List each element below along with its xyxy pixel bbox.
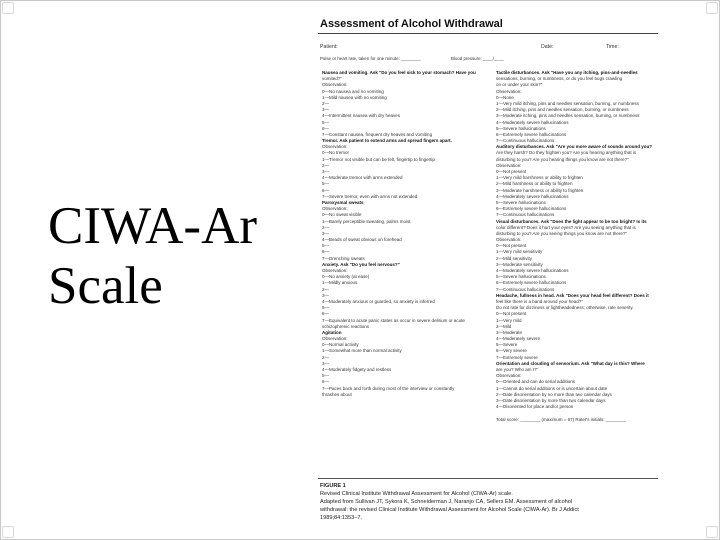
form-line: 1—Very mild xyxy=(496,317,522,323)
form-line: 3—Moderate xyxy=(496,329,523,335)
form-line: Total score: ________ (maximum = 67) Rater's initials: ________ xyxy=(496,416,626,422)
form-line: 0—None xyxy=(496,94,514,100)
form-line: 6— xyxy=(322,379,330,385)
form-line: 5—Severe hallucinations xyxy=(496,274,546,280)
form-line: 7—Continuous hallucinations xyxy=(496,138,555,144)
form-line: thrashes about xyxy=(322,391,352,397)
form-line: Observation: xyxy=(322,206,348,212)
form-line: 1—Somewhat more than normal activity xyxy=(322,348,402,354)
form-line: 6— xyxy=(322,311,330,317)
form-line: 0—Not present xyxy=(496,169,527,174)
form-line: 6— xyxy=(322,125,330,131)
form-line: 7—Equivalent to acute panic states as occur in severe delirium or acute xyxy=(322,317,465,323)
form-title: Assessment of Alcohol Withdrawal xyxy=(320,18,503,30)
form-line: 0—No nausea and no vomiting xyxy=(322,88,384,94)
form-line: 6—Extremely severe hallucinations xyxy=(496,280,567,286)
form-line: 2—Mild harshness or ability to frighten xyxy=(496,181,573,187)
form-line: 5— xyxy=(322,119,330,125)
patient-label: Patient: xyxy=(320,44,338,50)
form-line: 3—Moderate sensitivity xyxy=(496,261,543,267)
section-heading: Visual disturbances. Ask "Does the light appear to be too bright? Is its xyxy=(496,218,647,224)
form-line: 7—Continuous hallucinations xyxy=(496,212,555,218)
form-line: 0—Normal activity xyxy=(322,342,359,348)
form-line: 5—Severe hallucinations xyxy=(496,125,546,131)
form-line: 6— xyxy=(322,249,330,255)
form-line: 3— xyxy=(322,292,330,298)
section-heading: Headache, fullness in head. Ask "Does your head feel different? Does it xyxy=(496,292,649,298)
form-line: color different? Does it hurt your eyes? Are you seeing anything that is xyxy=(496,224,636,230)
form-line: 3— xyxy=(322,169,330,174)
form-line: 7—Extremely severe xyxy=(496,354,538,360)
form-line: 7—Paces back and forth during most of the interview or constantly xyxy=(322,385,455,391)
form-line: 7—Continuous hallucinations xyxy=(496,286,555,292)
form-line: 4—Moderately fidgety and restless xyxy=(322,367,392,372)
form-line: 4—Disoriented for place and/or person xyxy=(496,404,574,410)
form-line: 1—Very mild sensitivity xyxy=(496,249,543,255)
form-line: 2— xyxy=(322,286,330,292)
form-line: 6—Extremely severe hallucinations xyxy=(496,206,567,212)
form-line: disturbing to you? Are you seeing things you know are not there?" xyxy=(496,230,627,236)
form-line: Do not rate for dizziness or lightheadedness; otherwise, rate severity. xyxy=(496,305,634,311)
section-heading: Tremor. Ask patient to extend arms and spread fingers apart. xyxy=(322,138,452,144)
figure-caption xyxy=(320,482,660,522)
slide-corner-handle xyxy=(706,526,718,538)
caption-line: Revised Clinical Institute Withdrawal Assessment for Alcohol (CIWA-Ar) scale. xyxy=(320,491,513,497)
form-line: 7—Severe tremor, even with arms not extended xyxy=(322,193,418,199)
slide-title-line-2: Scale xyxy=(48,257,163,315)
form-line: 1—Tremor not visible but can be felt, fingertip to fingertip xyxy=(322,156,435,162)
form-line: 0—No anxiety (at ease) xyxy=(322,274,370,280)
form-line: 2— xyxy=(322,224,330,230)
caption-line: withdrawal: the revised Clinical Institute Withdrawal Assessment for Alcohol Scale (CIWA-Ar). Br J Addict xyxy=(320,507,579,513)
section-heading: Paroxysmal sweats xyxy=(322,199,364,205)
form-line: 3— xyxy=(322,230,330,236)
form-line: Observation: xyxy=(322,144,348,150)
caption-line: Adapted from Sullivan JT, Sykora K, Schneiderman J, Naranjo CA, Sellers EM. Assessment of alcohol xyxy=(320,499,573,505)
form-line: vomited?" xyxy=(322,76,342,82)
slide-title xyxy=(48,196,288,316)
form-line: 2—Date disorientation by no more than two calendar days xyxy=(496,391,612,397)
form-line: are you? Who am I?" xyxy=(496,367,539,372)
form-line: 2—Mild xyxy=(496,323,512,329)
form-line: Observation: xyxy=(496,88,522,94)
form-line: 5—Severe hallucinations xyxy=(496,199,546,205)
form-line: Observation: xyxy=(496,237,522,243)
form-line: 4—Moderately severe xyxy=(496,336,541,342)
form-line: Observation: xyxy=(496,373,522,379)
form-line: 0—Not present xyxy=(496,311,527,317)
form-line: 5— xyxy=(322,243,330,249)
form-line: 3—Date disorientation by more than two calendar days xyxy=(496,397,606,403)
form-line: Are they harsh? Do they frighten you? Are you hearing anything that is xyxy=(496,150,637,156)
form-line: 6—Extremely severe hallucinations xyxy=(496,131,567,137)
form-line: 1—Mild nausea with no vomiting xyxy=(322,94,387,100)
section-heading: Anxiety. Ask "Do you feel nervous?" xyxy=(322,261,400,267)
form-line: 1—Barely perceptible sweating, palms moist xyxy=(322,218,411,224)
section-heading: Nausea and vomiting. Ask "Do you feel sick to your stomach? Have you xyxy=(322,70,476,75)
left-column xyxy=(322,70,490,398)
form-line: 4—Moderately severe hallucinations xyxy=(496,119,569,125)
form-line: 4—Moderately severe hallucinations xyxy=(496,268,569,273)
form-line: 1—Very mild itching, pins and needles sensation, burning, or numbness xyxy=(496,100,639,106)
ciwa-form-image xyxy=(308,12,666,528)
form-line: 2—Mild sensitivity xyxy=(496,255,533,261)
title-rule xyxy=(318,33,658,34)
form-line: 2— xyxy=(322,354,330,360)
section-heading: Agitation xyxy=(322,329,342,335)
form-line: 5— xyxy=(322,181,330,187)
form-line: 4—Moderate tremor with arms extended xyxy=(322,175,403,181)
slide-corner-handle xyxy=(2,2,14,14)
slide-corner-handle xyxy=(2,526,14,538)
section-heading: Tactile disturbances. Ask "Have you any itching, pins-and-needles xyxy=(496,70,638,75)
form-line: Observation: xyxy=(496,162,522,168)
form-line: 4—Intermittent nausea with dry heaves xyxy=(322,113,401,119)
form-line: 1—Very mild harshness or ability to frighten xyxy=(496,175,583,181)
form-line: 2— xyxy=(322,162,330,168)
form-line: 2—Mild itching, pins and needles sensation, burning, or numbness xyxy=(496,107,629,113)
time-label: Time: xyxy=(606,44,619,50)
right-column xyxy=(496,70,664,423)
form-line: 3— xyxy=(322,360,330,366)
form-line: 2— xyxy=(322,100,330,106)
figure-label: FIGURE 1 xyxy=(320,483,346,489)
bottom-rule xyxy=(318,478,658,479)
form-line: 7—Constant nausea, frequent dry heaves and vomiting xyxy=(322,131,433,137)
form-line: 5— xyxy=(322,373,330,379)
slide-title-line-1: CIWA-Ar xyxy=(48,197,257,255)
form-line: 5—Severe xyxy=(496,342,518,348)
form-line: 6—Very severe xyxy=(496,348,527,354)
form-line: 7—Drenching sweats xyxy=(322,255,365,261)
form-line: 1—Cannot do serial additions or is uncertain about date xyxy=(496,385,608,391)
blood-pressure-label: Blood pressure: ____/____ xyxy=(451,56,504,61)
form-line: 3— xyxy=(322,107,330,113)
slide-corner-handle xyxy=(706,2,718,14)
form-line: feel like there is a band around your head?" xyxy=(496,298,583,304)
form-line: 0—Oriented and can do serial additions xyxy=(496,379,576,385)
form-line: Observation: xyxy=(322,336,348,342)
form-line: 0—Not present xyxy=(496,243,527,249)
date-label: Date: xyxy=(541,44,554,50)
form-line: 3—Moderate harshness or ability to frighten xyxy=(496,187,584,193)
form-line: 5— xyxy=(322,305,330,311)
form-line: 0—No sweat visible xyxy=(322,212,362,218)
form-line: sensations, burning, or numbness, or do you feel bugs crawling xyxy=(496,76,623,82)
pulse-label: Pulse or heart rate, taken for one minute: ________ xyxy=(320,56,421,61)
section-heading: Auditory disturbances. Ask "Are you more aware of sounds around you? xyxy=(496,144,652,150)
form-line: Observation: xyxy=(322,268,348,273)
form-line: 3—Moderate itching, pins and needles sensation, burning, or numbness xyxy=(496,113,640,119)
form-line: on or under your skin?" xyxy=(496,82,543,88)
form-line: 6— xyxy=(322,187,330,193)
form-line: Observation: xyxy=(322,82,348,88)
form-line: 4—Moderately severe hallucinations xyxy=(496,193,569,199)
section-heading: Orientation and clouding of sensorium. Ask "What day is this? Where xyxy=(496,360,645,366)
form-line: schizophrenic reactions xyxy=(322,323,370,329)
form-line: 1—Mildly anxious xyxy=(322,280,358,286)
caption-line: 1989;84:1353–7. xyxy=(320,515,362,521)
form-line: 4—Beads of sweat obvious on forehead xyxy=(322,237,402,243)
form-line: 4—Moderately anxious or guarded, so anxiety is inferred xyxy=(322,298,435,304)
form-line: disturbing to you? Are you hearing things you know are not there?" xyxy=(496,156,629,162)
form-line: 0—No tremor xyxy=(322,150,350,156)
